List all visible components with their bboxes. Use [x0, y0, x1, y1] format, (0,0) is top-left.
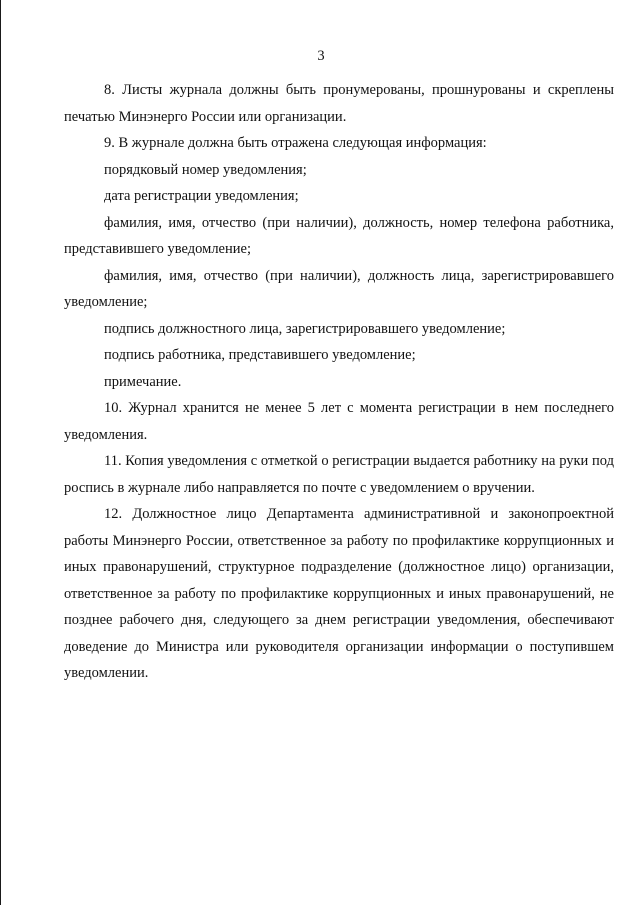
list-item-note: примечание.: [104, 373, 182, 390]
paragraph-11: 11. Копия уведомления с отметкой о регистрации выдается работнику на руки под роспись в журнале либо направляется по почте с уведомлением о вручении.: [64, 453, 614, 496]
list-item-employee-details: фамилия, имя, отчество (при наличии), должность, номер телефона работника, представившего уведомление;: [64, 214, 614, 257]
page-number: 3: [317, 48, 325, 64]
list-item-notification-number: порядковый номер уведомления;: [104, 161, 307, 178]
paragraph-9: 9. В журнале должна быть отражена следующая информация:: [104, 135, 487, 151]
list-item-employee-signature: подпись работника, представившего уведомление;: [104, 347, 416, 363]
list-item-registrar-details: фамилия, имя, отчество (при наличии), должность лица, зарегистрировавшего уведомление;: [64, 267, 614, 310]
paragraph-8: 8. Листы журнала должны быть пронумерованы, прошнурованы и скреплены печатью Минэнерго России или организации.: [64, 82, 614, 125]
list-item-registration-date: дата регистрации уведомления;: [104, 188, 299, 204]
paragraph-10: 10. Журнал хранится не менее 5 лет с момента регистрации в нем последнего уведомления.: [64, 400, 614, 443]
list-item-registrar-signature: подпись должностного лица, зарегистрировавшего уведомление;: [104, 320, 506, 337]
paragraph-12: 12. Должностное лицо Департамента административной и законопроектной работы Минэнерго России, ответственное за работу по профилактике коррупционных и иных правонарушений, структурное подразделение (должностное лицо) организации, ответственное за работу по профилактике коррупционных и иных правонарушений, не позднее рабочего дня, следующего за днем регистрации уведомления, обеспечивают доведение до Министра или руководителя организации информации о поступившем уведомлении.: [64, 506, 614, 681]
document-body: [64, 77, 614, 687]
